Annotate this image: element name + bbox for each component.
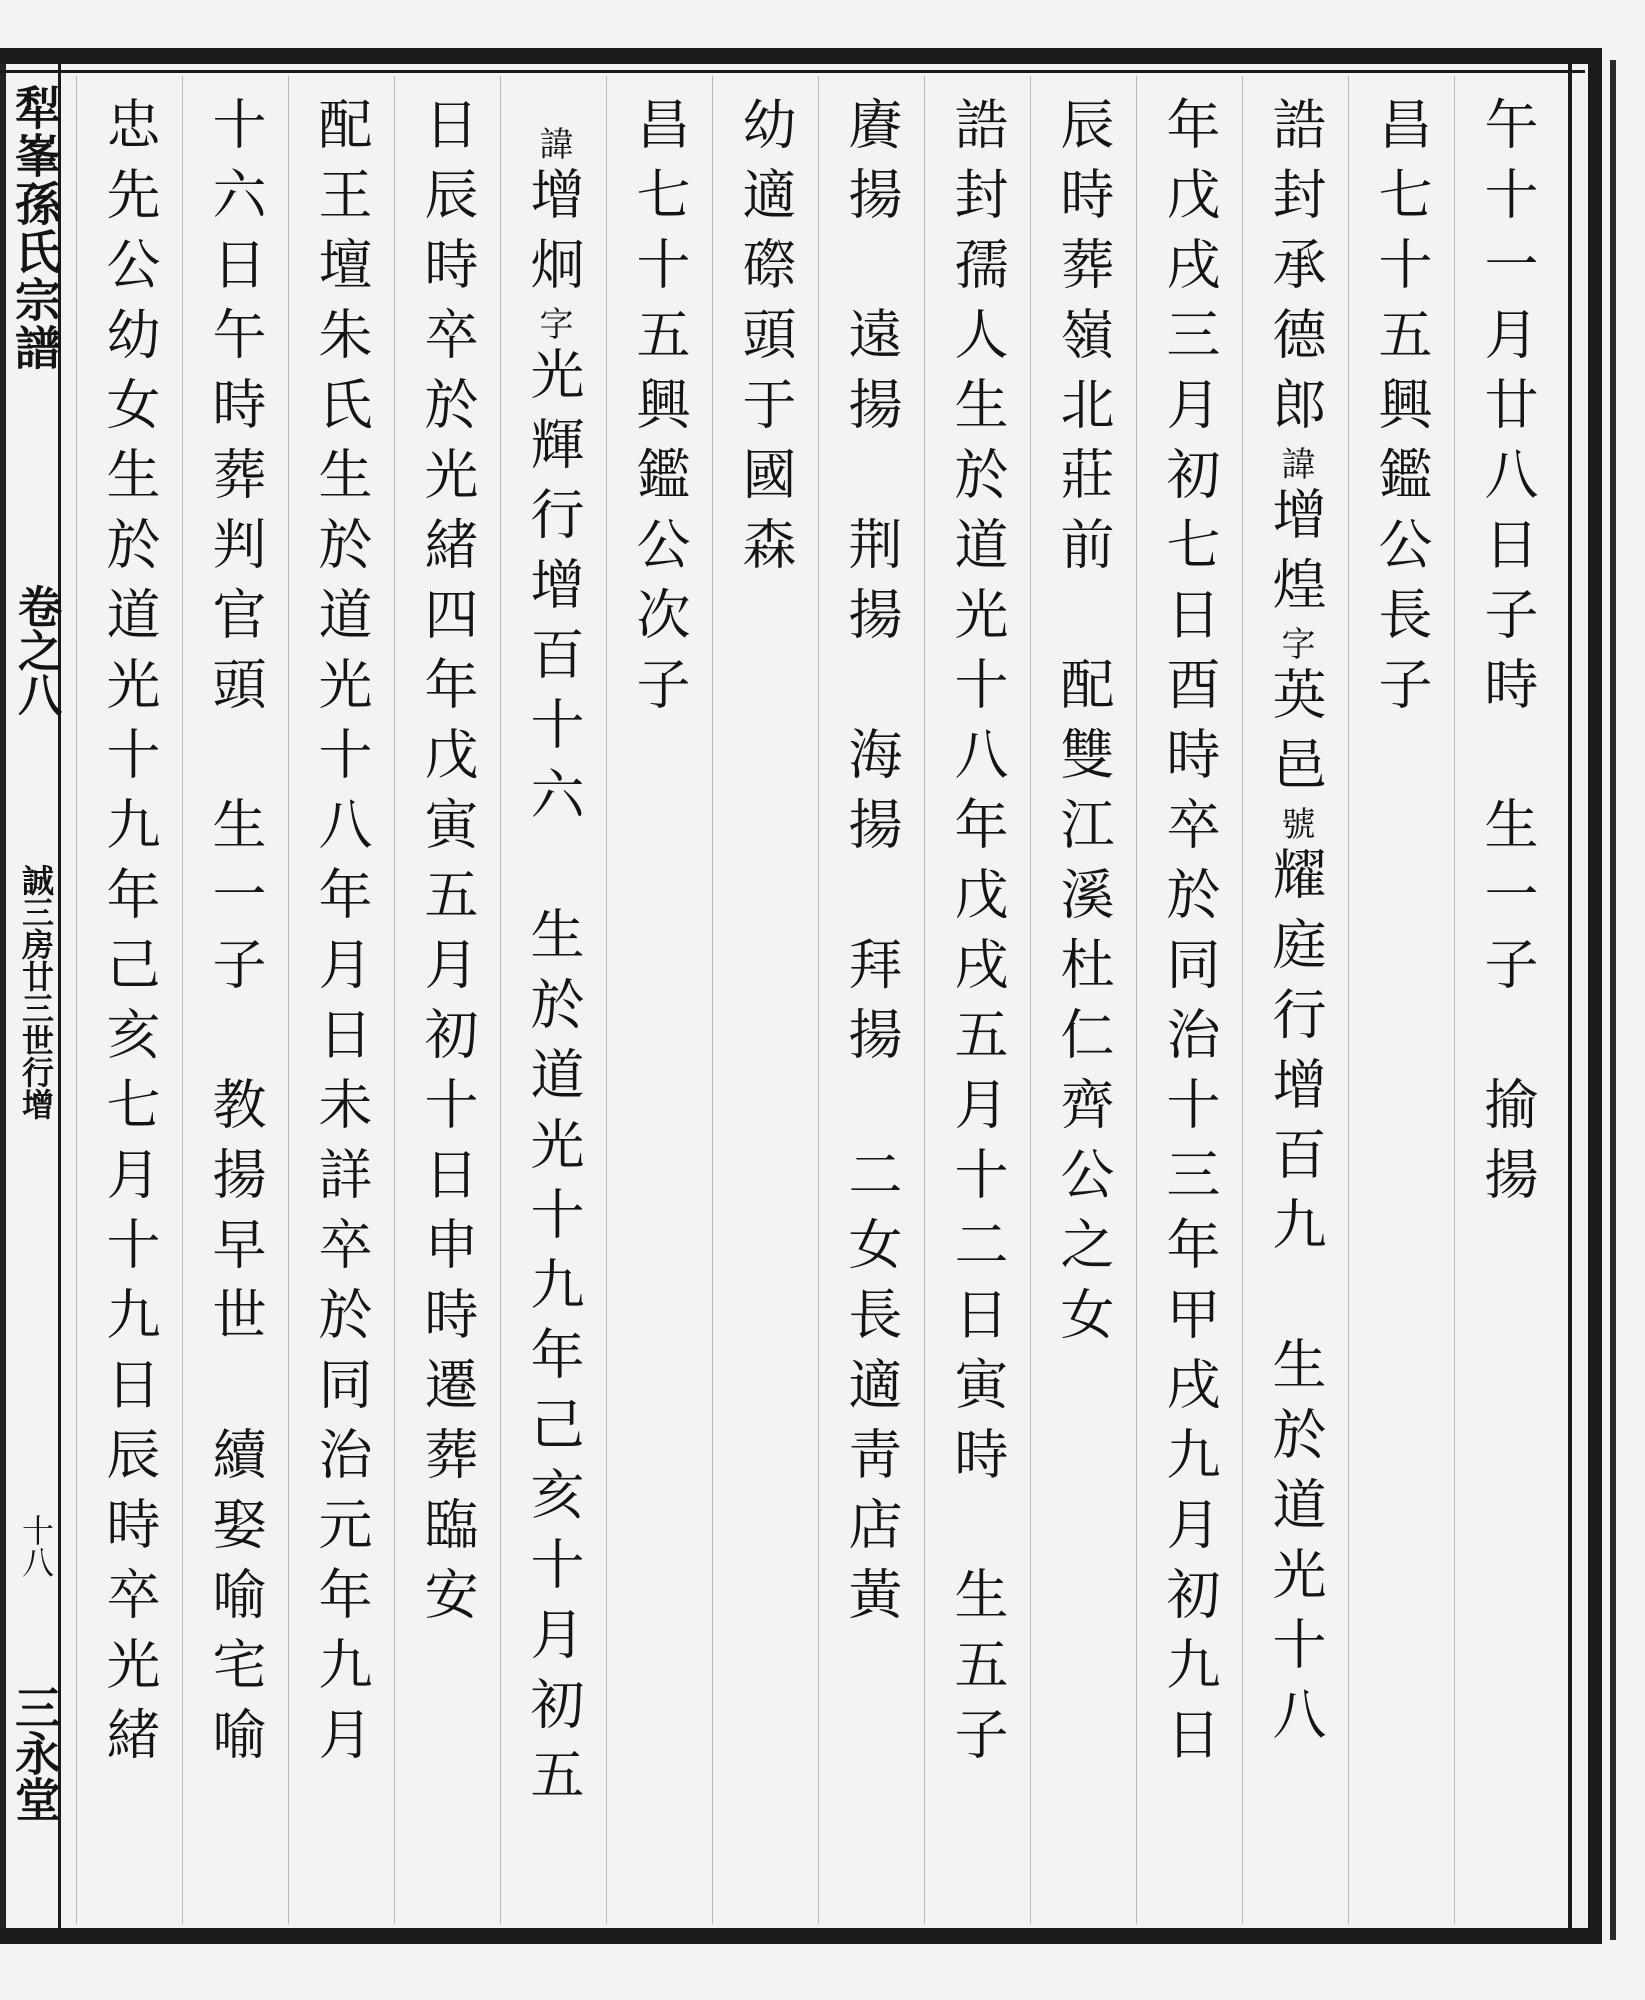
frame-right-inner-border: [1568, 60, 1572, 1930]
volume-label: 卷之八: [10, 584, 61, 716]
hall-name: 三永堂: [8, 1684, 62, 1822]
column-text: [1030, 96, 1136, 1356]
column-segment: 光輝行增百十六 生於道光十九年己亥十月初五: [522, 346, 585, 1816]
text-column: [924, 0, 1030, 1864]
column-segment: 年戊戌三月初七日酉時卒於同治十三年甲戌九月初九日: [1158, 96, 1221, 1776]
column-text: [394, 96, 500, 1636]
frame-bottom-border: [0, 1928, 1600, 1944]
annotation-char: 字: [1275, 626, 1315, 666]
column-segment: 配王壇朱氏生於道光十八年月日未詳卒於同治元年九月: [310, 96, 373, 1776]
column-text: [288, 96, 394, 1776]
text-column: [394, 0, 500, 1864]
column-text: [76, 96, 182, 1776]
text-column: [288, 0, 394, 1864]
column-text: [606, 96, 712, 726]
column-segment: 昌七十五興鑑公次子: [628, 96, 691, 726]
page-number: 十八: [17, 1514, 55, 1578]
column-text: [1348, 96, 1454, 726]
column-segment: 十六日午時葬判官頭 生一子 教揚早世 續娶喻宅喻: [204, 96, 267, 1776]
text-column: [1348, 0, 1454, 1864]
column-segment: 幼適磜頭于國森: [734, 96, 797, 586]
text-column: [818, 0, 924, 1864]
text-column: [1136, 0, 1242, 1864]
column-segment: 賡揚 遠揚 荆揚 海揚 拜揚 二女長適靑店黃: [840, 96, 903, 1636]
column-segment: 午十一月廿八日子時 生一子 揄揚: [1476, 96, 1539, 1216]
generation-label: 誠三房廿三世行增: [17, 864, 55, 1120]
page-right-edge: [1610, 60, 1616, 1940]
column-text: [182, 96, 288, 1776]
column-segment: 耀庭行增百九 生於道光十八: [1264, 846, 1327, 1756]
column-text: [712, 96, 818, 586]
text-column: [1030, 0, 1136, 1864]
column-segment: 誥封承德郎: [1264, 96, 1327, 446]
text-column: [1454, 0, 1560, 1864]
column-text: [1136, 96, 1242, 1776]
text-column: [1242, 0, 1348, 1864]
frame-right-outer-border: [1588, 48, 1602, 1944]
book-title: 犁峯孫氏宗譜: [8, 84, 62, 372]
column-text: [924, 96, 1030, 1776]
column-text: [818, 96, 924, 1636]
text-column: [76, 0, 182, 1864]
column-text: [1454, 96, 1560, 1216]
column-segment: 英邑: [1264, 666, 1327, 806]
annotation-char: 號: [1275, 806, 1315, 846]
column-segment: 增煌: [1264, 486, 1327, 626]
column-segment: 忠先公幼女生於道光十九年己亥七月十九日辰時卒光緒: [98, 96, 161, 1776]
annotation-char: 字: [533, 306, 573, 346]
column-segment: 增炯: [522, 166, 585, 306]
column-segment: 誥封孺人生於道光十八年戊戌五月十二日寅時 生五子: [946, 96, 1009, 1776]
column-segment: 昌七十五興鑑公長子: [1370, 96, 1433, 726]
text-column: [182, 0, 288, 1864]
page-left-edge: [0, 50, 6, 1944]
text-column: [500, 0, 606, 1864]
margin-strip: [8, 64, 61, 1928]
column-segment: 日辰時卒於光緒四年戊寅五月初十日申時遷葬臨安: [416, 96, 479, 1636]
column-segment: 辰時葬嶺北莊前 配雙江溪杜仁齊公之女: [1052, 96, 1115, 1356]
annotation-char: 諱: [1275, 446, 1315, 486]
text-column: [606, 0, 712, 1864]
column-text: [1242, 96, 1348, 1756]
text-column: [712, 0, 818, 1864]
column-text: [500, 126, 606, 1816]
annotation-char: 諱: [533, 126, 573, 166]
